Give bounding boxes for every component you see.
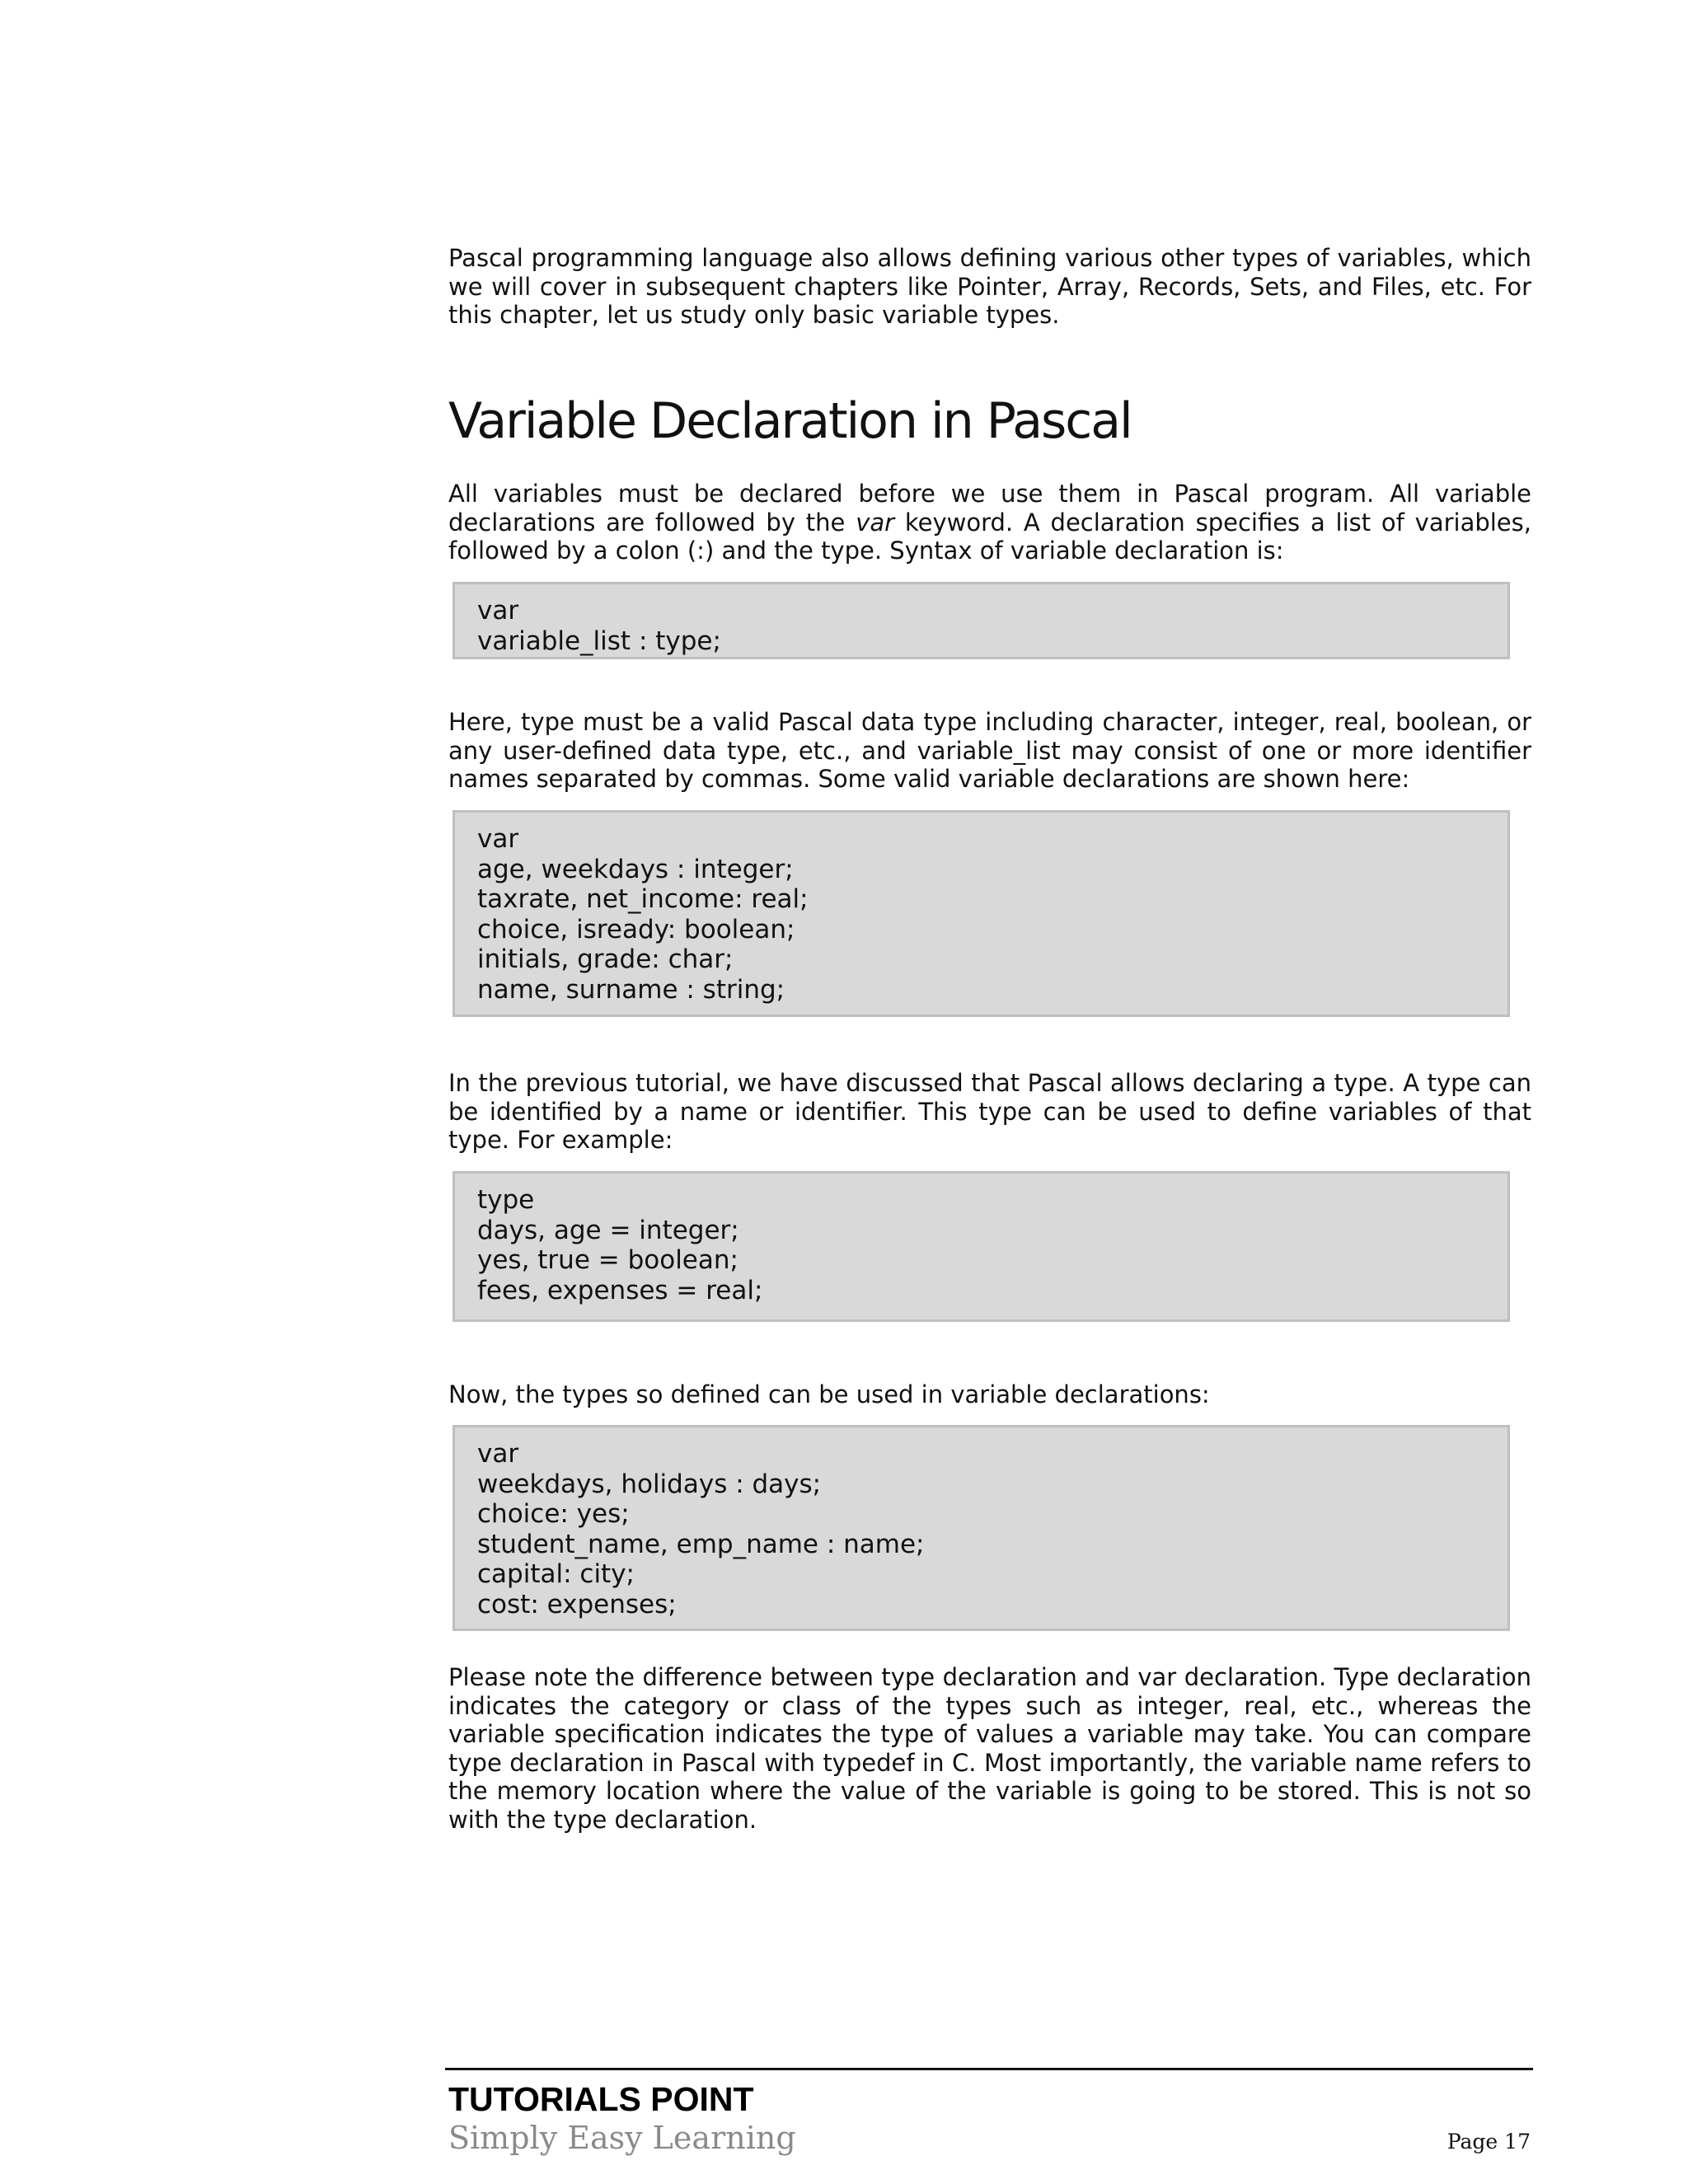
code-line: type bbox=[477, 1185, 535, 1215]
comparison-paragraph: Please note the difference between type declaration and var declaration. Type declaration indicates the category or class of the types such as integer, real, etc., whereas the variable specification indicates the type of values a variable may take. You can compare type declaration in Pascal with typedef in C. Most importantly, the variable name refers to the memory location where the value of the variable is going to be stored. This is not so with the type declaration. bbox=[448, 1663, 1531, 1834]
code-line: variable_list : type; bbox=[477, 626, 721, 656]
code-line: name, surname : string; bbox=[477, 974, 785, 1005]
code-line: age, weekdays : integer; bbox=[477, 854, 794, 884]
code-line: var bbox=[477, 1439, 519, 1469]
code-line: weekdays, holidays : days; bbox=[477, 1469, 822, 1499]
code-line: cost: expenses; bbox=[477, 1589, 677, 1619]
type-declaration-paragraph: In the previous tutorial, we have discussed that Pascal allows declaring a type. A type can be identified by a name or identifier. This type can be used to define variables of that type. For example: bbox=[448, 1069, 1531, 1154]
declaration-text-start: All variables must be declared before we use them in Pascal program. All variable declarations are followed by the bbox=[448, 480, 1531, 537]
code-line: initials, grade: char; bbox=[477, 944, 734, 974]
declaration-paragraph bbox=[448, 480, 1531, 565]
code-line: taxrate, net_income: real; bbox=[477, 884, 809, 914]
section-heading: Variable Declaration in Pascal bbox=[448, 392, 1132, 450]
code-line: capital: city; bbox=[477, 1559, 635, 1589]
types-paragraph: Here, type must be a valid Pascal data type including character, integer, real, boolean, or any user-defined data type, etc., and variable_list may consist of one or more identifier names separated by commas. Some valid variable declarations are shown here: bbox=[448, 708, 1531, 793]
footer-tagline: Simply Easy Learning bbox=[448, 2120, 796, 2156]
declaration-text-end: keyword. A declaration specifies a list of variables, followed by a colon (:) and the type. Syntax of variable declaration is: bbox=[448, 508, 1531, 565]
code-line: choice, isready: boolean; bbox=[477, 914, 795, 944]
code-line: student_name, emp_name : name; bbox=[477, 1529, 925, 1559]
type-examples-code-block bbox=[452, 1171, 1510, 1322]
footer-brand: TUTORIALS POINT bbox=[448, 2080, 754, 2118]
variable-examples-code-block bbox=[452, 810, 1510, 1017]
code-line: var bbox=[477, 596, 519, 626]
code-line: yes, true = boolean; bbox=[477, 1245, 738, 1275]
page-number: Page 17 bbox=[1447, 2130, 1531, 2154]
typed-variables-code-block bbox=[452, 1425, 1510, 1631]
syntax-code-block bbox=[452, 582, 1510, 659]
intro-paragraph: Pascal programming language also allows defining various other types of variables, which we will cover in subsequent chapters like Pointer, Array, Records, Sets, and Files, etc. For this chapter, let us study only basic variable types. bbox=[448, 244, 1531, 329]
code-line: fees, expenses = real; bbox=[477, 1275, 763, 1305]
usage-paragraph: Now, the types so defined can be used in variable declarations: bbox=[448, 1380, 1210, 1408]
code-line: choice: yes; bbox=[477, 1499, 630, 1529]
code-line: var bbox=[477, 824, 519, 854]
var-keyword: var bbox=[856, 508, 895, 537]
footer-divider bbox=[445, 2068, 1533, 2070]
code-line: days, age = integer; bbox=[477, 1215, 739, 1245]
